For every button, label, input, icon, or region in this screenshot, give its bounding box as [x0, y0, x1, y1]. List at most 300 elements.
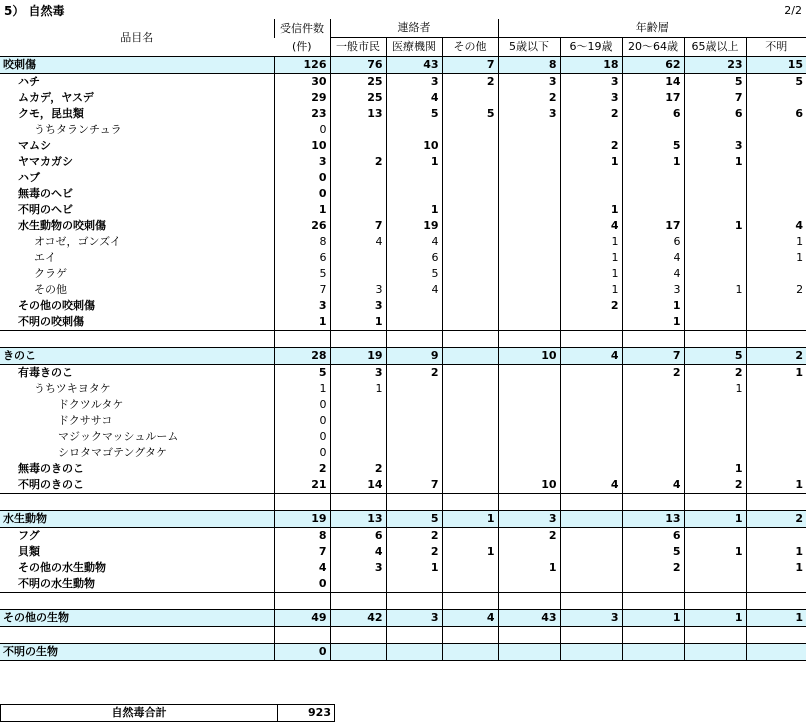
value-cell: [442, 282, 498, 298]
value-cell: [560, 528, 622, 545]
value-cell: 28: [274, 348, 330, 365]
value-cell: [386, 298, 442, 314]
spacer-row: [0, 494, 806, 511]
empty-cell: [442, 331, 498, 348]
empty-cell: [330, 494, 386, 511]
value-cell: 3: [560, 610, 622, 627]
value-cell: 1: [746, 234, 806, 250]
value-cell: [622, 122, 684, 138]
value-cell: 19: [386, 218, 442, 234]
value-cell: [442, 445, 498, 461]
value-cell: [386, 429, 442, 445]
value-cell: [746, 644, 806, 661]
value-cell: [442, 154, 498, 170]
table-row: [0, 282, 806, 298]
natural-toxin-table: [0, 19, 806, 661]
value-cell: [684, 576, 746, 593]
empty-cell: [442, 593, 498, 610]
value-cell: 3: [560, 74, 622, 91]
value-cell: [560, 397, 622, 413]
row-label: ヤマカガシ: [18, 155, 73, 168]
header-reporter-other: その他: [442, 38, 498, 57]
value-cell: 5: [746, 74, 806, 91]
value-cell: 10: [386, 138, 442, 154]
value-cell: 2: [498, 90, 560, 106]
value-cell: [330, 170, 386, 186]
value-cell: [386, 644, 442, 661]
value-cell: [498, 122, 560, 138]
header-age-65plus: 65歳以上: [684, 38, 746, 57]
category-row: [0, 610, 806, 627]
value-cell: [746, 397, 806, 413]
row-label: 水生動物の咬刺傷: [18, 219, 106, 232]
value-cell: [442, 122, 498, 138]
value-cell: 19: [274, 511, 330, 528]
value-cell: [746, 186, 806, 202]
value-cell: 18: [560, 57, 622, 74]
value-cell: [442, 413, 498, 429]
value-cell: [330, 576, 386, 593]
total-table: [0, 704, 335, 722]
value-cell: [746, 413, 806, 429]
row-label: クモ，昆虫類: [18, 107, 84, 120]
value-cell: [684, 413, 746, 429]
value-cell: [498, 282, 560, 298]
table-row: [0, 429, 806, 445]
value-cell: [498, 170, 560, 186]
table-row: [0, 250, 806, 266]
row-label: 水生動物: [0, 511, 274, 528]
value-cell: [498, 413, 560, 429]
value-cell: 2: [746, 348, 806, 365]
empty-cell: [746, 593, 806, 610]
value-cell: 2: [622, 365, 684, 382]
value-cell: 3: [274, 154, 330, 170]
value-cell: [746, 314, 806, 331]
value-cell: 126: [274, 57, 330, 74]
value-cell: 23: [684, 57, 746, 74]
empty-cell: [330, 331, 386, 348]
value-cell: 1: [442, 544, 498, 560]
value-cell: 13: [622, 511, 684, 528]
empty-cell: [622, 494, 684, 511]
value-cell: [746, 445, 806, 461]
value-cell: 2: [746, 282, 806, 298]
value-cell: 6: [622, 234, 684, 250]
value-cell: [330, 202, 386, 218]
value-cell: 4: [622, 477, 684, 494]
value-cell: [498, 314, 560, 331]
value-cell: [560, 186, 622, 202]
value-cell: [684, 122, 746, 138]
row-label: その他の水生動物: [18, 561, 106, 574]
value-cell: 4: [622, 250, 684, 266]
value-cell: [746, 170, 806, 186]
value-cell: [560, 122, 622, 138]
header-reporter-medical: 医療機関: [386, 38, 442, 57]
value-cell: [442, 266, 498, 282]
value-cell: 1: [622, 154, 684, 170]
value-cell: [498, 644, 560, 661]
value-cell: [330, 413, 386, 429]
value-cell: [684, 170, 746, 186]
value-cell: 5: [622, 544, 684, 560]
value-cell: 4: [274, 560, 330, 576]
row-label: クラゲ: [34, 267, 67, 280]
value-cell: 3: [560, 90, 622, 106]
value-cell: 7: [684, 90, 746, 106]
empty-cell: [560, 331, 622, 348]
value-cell: [442, 429, 498, 445]
value-cell: [442, 250, 498, 266]
value-cell: 23: [274, 106, 330, 122]
value-cell: 5: [274, 266, 330, 282]
value-cell: [386, 397, 442, 413]
value-cell: 62: [622, 57, 684, 74]
value-cell: [684, 202, 746, 218]
header-count: 受信件数: [274, 19, 330, 38]
value-cell: 2: [684, 477, 746, 494]
table-row: [0, 218, 806, 234]
value-cell: [560, 511, 622, 528]
header-reporter-citizen: 一般市民: [330, 38, 386, 57]
value-cell: 43: [386, 57, 442, 74]
row-label: その他の生物: [0, 610, 274, 627]
value-cell: [684, 234, 746, 250]
value-cell: 1: [560, 250, 622, 266]
empty-cell: [684, 494, 746, 511]
row-label: きのこ: [0, 348, 274, 365]
empty-cell: [684, 331, 746, 348]
category-row: [0, 511, 806, 528]
value-cell: 0: [274, 445, 330, 461]
value-cell: 1: [274, 381, 330, 397]
value-cell: [746, 429, 806, 445]
empty-cell: [386, 627, 442, 644]
value-cell: 7: [622, 348, 684, 365]
value-cell: 1: [498, 560, 560, 576]
section-title: 5） 自然毒: [4, 4, 65, 18]
value-cell: 8: [498, 57, 560, 74]
value-cell: [560, 544, 622, 560]
header-age-under5: 5歳以下: [498, 38, 560, 57]
value-cell: 5: [386, 266, 442, 282]
value-cell: [746, 90, 806, 106]
value-cell: [746, 154, 806, 170]
empty-cell: [498, 593, 560, 610]
value-cell: [498, 154, 560, 170]
empty-cell: [684, 593, 746, 610]
empty-cell: [386, 593, 442, 610]
table-row: [0, 138, 806, 154]
value-cell: [746, 528, 806, 545]
value-cell: 21: [274, 477, 330, 494]
spacer-row: [0, 593, 806, 610]
value-cell: 1: [684, 282, 746, 298]
value-cell: 1: [684, 610, 746, 627]
value-cell: 3: [386, 610, 442, 627]
empty-cell: [274, 331, 330, 348]
value-cell: [560, 381, 622, 397]
value-cell: [442, 186, 498, 202]
value-cell: 1: [560, 234, 622, 250]
value-cell: [684, 250, 746, 266]
value-cell: [684, 266, 746, 282]
row-label: 咬刺傷: [0, 57, 274, 74]
value-cell: 8: [274, 528, 330, 545]
value-cell: 5: [386, 106, 442, 122]
empty-cell: [274, 494, 330, 511]
value-cell: [330, 397, 386, 413]
row-label: ムカデ，ヤスデ: [18, 91, 94, 104]
value-cell: [560, 560, 622, 576]
value-cell: 1: [684, 218, 746, 234]
empty-cell: [560, 494, 622, 511]
value-cell: 5: [386, 511, 442, 528]
value-cell: [560, 413, 622, 429]
value-cell: 2: [274, 461, 330, 477]
value-cell: [622, 186, 684, 202]
row-label: マジックマッシュルーム: [58, 430, 179, 443]
value-cell: [442, 381, 498, 397]
value-cell: 0: [274, 170, 330, 186]
table-row: [0, 154, 806, 170]
value-cell: 4: [560, 218, 622, 234]
table-row: [0, 122, 806, 138]
value-cell: [330, 122, 386, 138]
value-cell: [442, 314, 498, 331]
value-cell: 5: [442, 106, 498, 122]
row-label: 有毒きのこ: [18, 366, 73, 379]
empty-cell: [274, 593, 330, 610]
value-cell: 19: [330, 348, 386, 365]
value-cell: 0: [274, 429, 330, 445]
value-cell: 3: [498, 511, 560, 528]
value-cell: [622, 202, 684, 218]
value-cell: [498, 234, 560, 250]
table-row: [0, 560, 806, 576]
value-cell: [746, 266, 806, 282]
table-row: [0, 576, 806, 593]
value-cell: 1: [622, 610, 684, 627]
value-cell: [560, 314, 622, 331]
value-cell: [498, 250, 560, 266]
value-cell: 1: [684, 511, 746, 528]
page-number: 2/2: [784, 4, 802, 17]
empty-cell: [442, 627, 498, 644]
value-cell: [498, 544, 560, 560]
value-cell: [442, 348, 498, 365]
value-cell: [442, 298, 498, 314]
spacer-row: [0, 331, 806, 348]
value-cell: 1: [684, 544, 746, 560]
value-cell: 10: [498, 477, 560, 494]
value-cell: 10: [274, 138, 330, 154]
table-row: [0, 266, 806, 282]
value-cell: 2: [498, 528, 560, 545]
value-cell: 9: [386, 348, 442, 365]
row-label: オコゼ，ゴンズイ: [34, 235, 121, 248]
value-cell: 1: [330, 314, 386, 331]
value-cell: [746, 381, 806, 397]
row-label: 無毒のヘビ: [18, 187, 73, 200]
empty-cell: [498, 331, 560, 348]
value-cell: 5: [684, 74, 746, 91]
value-cell: [442, 170, 498, 186]
empty-cell: [746, 494, 806, 511]
value-cell: 7: [274, 544, 330, 560]
value-cell: [498, 445, 560, 461]
value-cell: 1: [746, 250, 806, 266]
value-cell: 3: [386, 74, 442, 91]
header-count-unit: (件): [291, 39, 312, 53]
value-cell: 29: [274, 90, 330, 106]
value-cell: 6: [274, 250, 330, 266]
row-label: うちタランチュラ: [34, 123, 122, 136]
value-cell: [442, 576, 498, 593]
row-label: 貝類: [18, 545, 40, 558]
value-cell: [498, 218, 560, 234]
value-cell: [684, 314, 746, 331]
value-cell: [442, 477, 498, 494]
value-cell: [684, 186, 746, 202]
value-cell: [442, 560, 498, 576]
value-cell: [622, 170, 684, 186]
empty-cell: [560, 593, 622, 610]
value-cell: 2: [386, 365, 442, 382]
value-cell: [498, 365, 560, 382]
value-cell: 26: [274, 218, 330, 234]
value-cell: 1: [622, 298, 684, 314]
value-cell: [746, 202, 806, 218]
value-cell: 1: [274, 314, 330, 331]
row-label: 不明の生物: [0, 644, 274, 661]
value-cell: 1: [386, 560, 442, 576]
empty-cell: [442, 494, 498, 511]
value-cell: 0: [274, 413, 330, 429]
value-cell: 1: [386, 202, 442, 218]
value-cell: [684, 298, 746, 314]
value-cell: 1: [622, 314, 684, 331]
row-label: 不明の水生動物: [0, 576, 274, 593]
table-row: [0, 234, 806, 250]
value-cell: [442, 397, 498, 413]
table-row: [0, 365, 806, 382]
value-cell: 2: [330, 154, 386, 170]
header-age-unknown: 不明: [746, 38, 806, 57]
value-cell: [498, 461, 560, 477]
value-cell: 2: [442, 74, 498, 91]
empty-cell: [498, 627, 560, 644]
row-label: フグ: [18, 529, 40, 542]
value-cell: 1: [746, 544, 806, 560]
value-cell: [684, 397, 746, 413]
table-row: [0, 170, 806, 186]
value-cell: [498, 186, 560, 202]
value-cell: [330, 266, 386, 282]
value-cell: [386, 445, 442, 461]
row-label: 不明の咬刺傷: [0, 314, 274, 331]
value-cell: [622, 576, 684, 593]
value-cell: 3: [684, 138, 746, 154]
header-item-name: 品目名: [120, 30, 154, 44]
value-cell: [498, 576, 560, 593]
empty-cell: [622, 331, 684, 348]
value-cell: 7: [442, 57, 498, 74]
table-row: [0, 74, 806, 91]
value-cell: 4: [386, 282, 442, 298]
value-cell: 4: [442, 610, 498, 627]
value-cell: 1: [746, 610, 806, 627]
value-cell: 4: [330, 234, 386, 250]
value-cell: [560, 461, 622, 477]
value-cell: 4: [386, 90, 442, 106]
header-age-6-19: 6～19歳: [560, 38, 622, 57]
value-cell: [622, 644, 684, 661]
value-cell: [622, 397, 684, 413]
row-label: 不明のヘビ: [18, 203, 73, 216]
value-cell: 6: [622, 106, 684, 122]
table-row: [0, 445, 806, 461]
table-row: [0, 544, 806, 560]
value-cell: [746, 138, 806, 154]
row-label: うちツキヨタケ: [34, 382, 111, 395]
value-cell: [442, 90, 498, 106]
value-cell: 17: [622, 90, 684, 106]
value-cell: [330, 138, 386, 154]
value-cell: [442, 644, 498, 661]
value-cell: [622, 381, 684, 397]
value-cell: 1: [684, 461, 746, 477]
value-cell: [684, 445, 746, 461]
value-cell: [622, 429, 684, 445]
row-label: マムシ: [18, 139, 51, 152]
empty-cell: [386, 494, 442, 511]
value-cell: 3: [622, 282, 684, 298]
value-cell: 6: [330, 528, 386, 545]
empty-cell: [684, 627, 746, 644]
value-cell: 25: [330, 90, 386, 106]
value-cell: 42: [330, 610, 386, 627]
value-cell: 0: [274, 122, 330, 138]
value-cell: 0: [274, 644, 330, 661]
value-cell: [330, 445, 386, 461]
empty-cell: [0, 593, 274, 610]
value-cell: [442, 234, 498, 250]
value-cell: 2: [622, 560, 684, 576]
value-cell: [498, 138, 560, 154]
empty-cell: [622, 593, 684, 610]
value-cell: [746, 298, 806, 314]
value-cell: 14: [622, 74, 684, 91]
value-cell: [386, 170, 442, 186]
empty-cell: [560, 627, 622, 644]
spacer-row: [0, 627, 806, 644]
value-cell: 2: [560, 298, 622, 314]
value-cell: [386, 413, 442, 429]
category-row: [0, 644, 806, 661]
value-cell: [386, 186, 442, 202]
value-cell: [386, 122, 442, 138]
value-cell: 2: [386, 528, 442, 545]
value-cell: 2: [684, 365, 746, 382]
value-cell: 25: [330, 74, 386, 91]
value-cell: 2: [386, 544, 442, 560]
header-age-20-64: 20～64歳: [622, 38, 684, 57]
value-cell: 0: [274, 186, 330, 202]
value-cell: 13: [330, 106, 386, 122]
value-cell: 1: [560, 282, 622, 298]
